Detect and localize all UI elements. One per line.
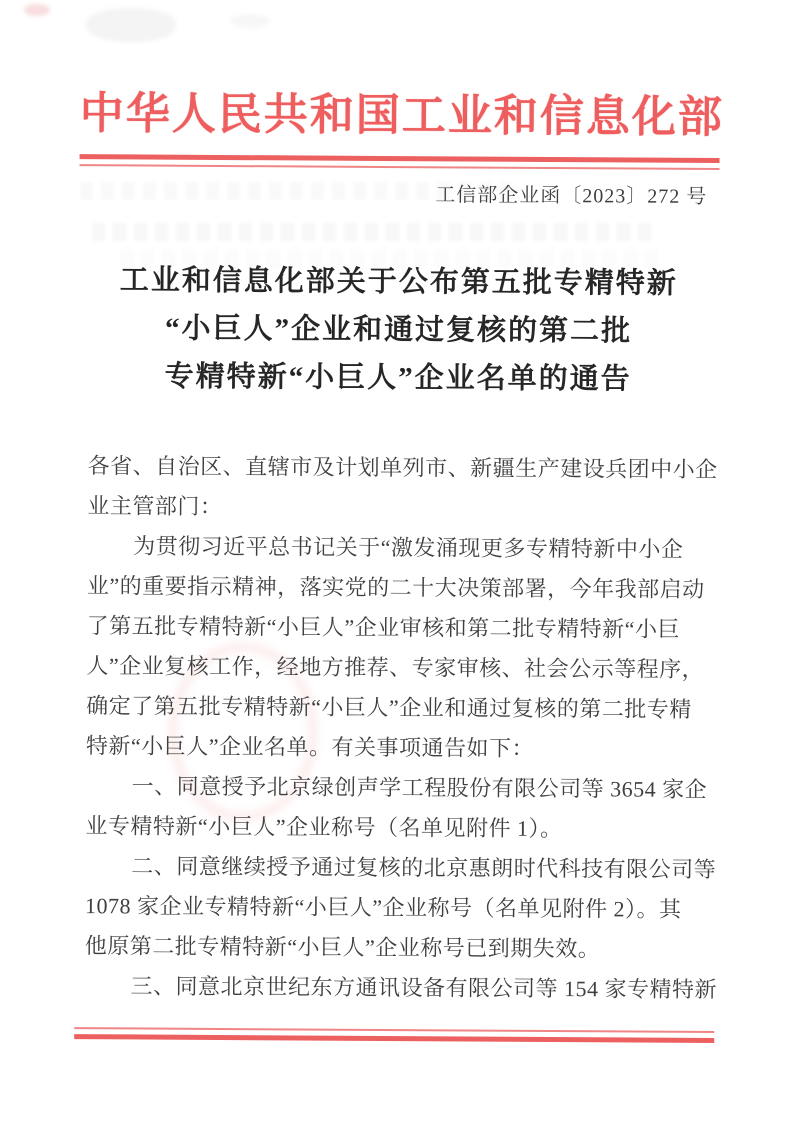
body-line-paragraph: 业”的重要指示精神，落实党的二十大决策部署，今年我部启动 — [86, 573, 705, 602]
body-line-item-2: 二、同意继续授予通过复核的北京惠朗时代科技有限公司等 — [131, 853, 717, 883]
body-line-paragraph: 确定了第五批专精特新“小巨人”企业和通过复核的第二批专精 — [86, 693, 692, 722]
issuing-organization-title: 中华人民共和国工业和信息化部 — [79, 89, 724, 143]
document-body — [84, 446, 717, 1010]
body-line-salutation-2: 业主管部门： — [87, 493, 223, 519]
body-line-item-1: 一、同意授予北京绿创声学工程股份有限公司等 3654 家企 — [131, 773, 708, 802]
scan-artifact-red-smudge — [24, 4, 50, 16]
header-rule-thick — [80, 154, 720, 163]
body-line-item-3: 三、同意北京世纪东方通讯设备有限公司等 154 家专精特新 — [130, 973, 718, 1003]
body-line-paragraph: 特新“小巨人”企业名单。有关事项通告如下： — [85, 733, 535, 761]
body-line-paragraph: 为贯彻习近平总书记关于“激发涌现更多专精特新中小企 — [133, 533, 684, 562]
document-title-line-1: 工业和信息化部关于公布第五批专精特新 — [119, 264, 678, 300]
body-line-salutation: 各省、自治区、直辖市及计划单列市、新疆生产建设兵团中小企 — [87, 453, 718, 483]
footer-rule-thick — [74, 1034, 714, 1043]
body-line-item-2-cont: 1078 家企业专精特新“小巨人”企业称号（名单见附件 2）。其 — [84, 893, 682, 922]
body-line-paragraph: 人”企业复核工作，经地方推荐、专家审核、社会公示等程序， — [86, 653, 705, 682]
body-line-item-1-cont: 业专精特新“小巨人”企业称号（名单见附件 1）。 — [85, 813, 563, 842]
scan-artifact-gray-smudge — [230, 14, 270, 28]
document-reference-number: 工信部企业函〔2023〕272 号 — [435, 184, 708, 208]
footer-rule-thin — [74, 1027, 714, 1033]
document-title-line-3: 专精特新“小巨人”企业名单的通告 — [164, 360, 632, 396]
body-line-paragraph: 了第五批专精特新“小巨人”企业审核和第二批专精特新“小巨 — [86, 613, 681, 642]
document-title — [78, 256, 719, 404]
document-title-line-2: “小巨人”企业和通过复核的第二批 — [164, 312, 633, 348]
body-line-item-2-cont: 他原第二批专精特新“小巨人”企业称号已到期失效。 — [84, 933, 601, 962]
header-rule-thin — [80, 164, 720, 170]
scan-artifact-gray-smudge — [86, 8, 176, 42]
